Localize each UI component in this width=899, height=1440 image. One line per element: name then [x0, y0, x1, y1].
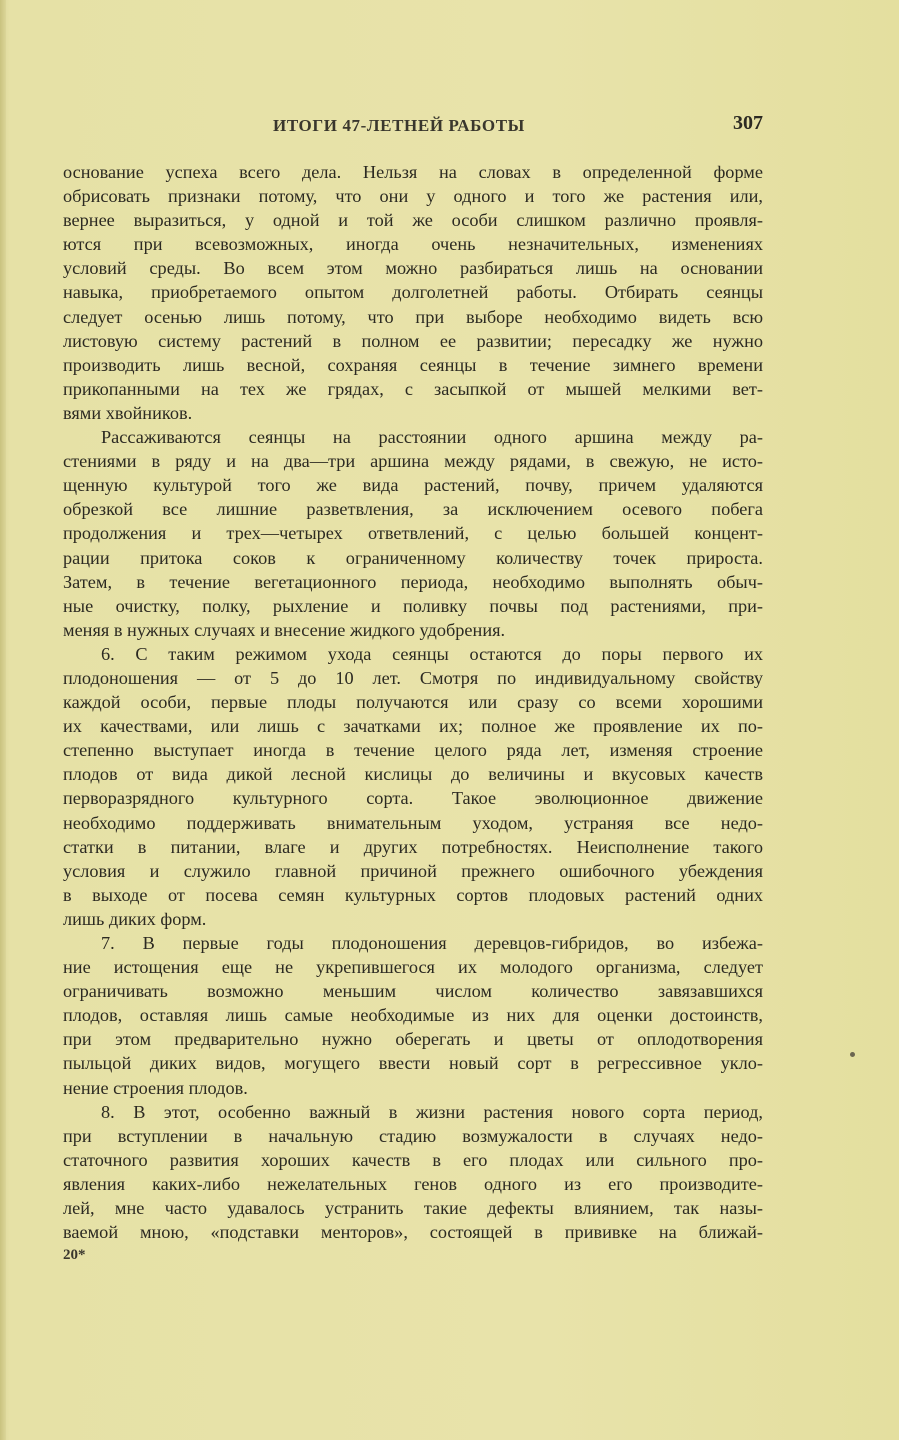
- text-line: их качествами, или лишь с зачатками их; полное же проявление их по-: [63, 716, 763, 737]
- text-line: вями хвойников.: [63, 402, 193, 423]
- text-line: условий среды. Во всем этом можно разбираться лишь на основании: [63, 258, 763, 279]
- text-line: перворазрядного культурного сорта. Такое эволюционное движение: [63, 788, 763, 809]
- text-line: Рассаживаются сеянцы на расстоянии одного аршина между ра-: [101, 427, 763, 448]
- text-line: условия и служило главной причиной прежнего ошибочного убеждения: [63, 860, 763, 881]
- running-title: ИТОГИ 47-ЛЕТНЕЙ РАБОТЫ: [273, 116, 525, 135]
- text-line: необходимо поддерживать внимательным уходом, устраняя все недо-: [63, 812, 763, 833]
- text-line: лишь диких форм.: [63, 908, 207, 929]
- text-line: меняя в нужных случаях и внесение жидкого удобрения.: [63, 619, 506, 640]
- text-line: прикопанными на тех же грядах, с засыпкой от мышей мелкими вет-: [63, 378, 763, 399]
- text-line: статочного развития хороших качеств в его плодах или сильного про-: [63, 1149, 763, 1170]
- text-line: Затем, в течение вегетационного периода, необходимо выполнять обыч-: [63, 571, 763, 592]
- text-line: рации притока соков к ограниченному количеству точек прироста.: [63, 547, 763, 568]
- text-line: стениями в ряду и на два—три аршина между рядами, в свежую, не исто-: [63, 451, 763, 472]
- text-line: следует осенью лишь потому, что при выборе необходимо видеть всю: [63, 306, 763, 327]
- text-line: обрисовать признаки потому, что они у одного и того же растения или,: [63, 186, 763, 207]
- text-line: степенно выступает иногда в течение целого ряда лет, изменяя строение: [63, 740, 763, 761]
- text-line: при вступлении в начальную стадию возмужалости в случаях недо-: [63, 1125, 763, 1146]
- signature-mark: 20*: [63, 1247, 86, 1263]
- body-text: [63, 160, 763, 1244]
- text-line: щенную культурой того же вида растений, почву, причем удаляются: [63, 475, 763, 496]
- text-line: ограничивать возможно меньшим числом количество завязавшихся: [63, 981, 763, 1002]
- text-line: 8. В этот, особенно важный в жизни растения нового сорта период,: [101, 1101, 763, 1122]
- text-line: нение строения плодов.: [63, 1077, 248, 1098]
- text-line: статки в питании, влаге и других потребностях. Неисполнение такого: [63, 836, 763, 857]
- text-line: при этом предварительно нужно оберегать и цветы от оплодотворения: [63, 1029, 763, 1050]
- text-line: каждой особи, первые плоды получаются или сразу со всеми хорошими: [63, 692, 763, 713]
- text-line: ние истощения еще не укрепившегося их молодого организма, следует: [63, 957, 763, 978]
- text-line: явления каких-либо нежелательных генов одного из его производите-: [63, 1173, 763, 1194]
- text-line: пыльцой диких видов, могущего ввести новый сорт в регрессивное укло-: [63, 1053, 763, 1074]
- page-edge: [0, 0, 6, 1440]
- page-number: 307: [733, 112, 763, 134]
- text-line: ные очистку, полку, рыхление и поливку почвы под растениями, при-: [63, 595, 763, 616]
- text-line: производить лишь весной, сохраняя сеянцы в течение зимнего времени: [63, 354, 763, 375]
- text-line: 6. С таким режимом ухода сеянцы остаются до поры первого их: [101, 643, 763, 664]
- print-speck: [850, 1052, 855, 1057]
- text-line: плодов от вида дикой лесной кислицы до величины и вкусовых качеств: [63, 764, 763, 785]
- page-header: [63, 112, 763, 142]
- text-line: основание успеха всего дела. Нельзя на словах в определенной форме: [63, 162, 763, 182]
- text-line: продолжения и трех—четырех ответвлений, с целью большей концент-: [63, 523, 763, 544]
- text-line: ются при всевозможных, иногда очень незначительных, изменениях: [63, 234, 763, 255]
- text-line: лей, мне часто удавалось устранить такие дефекты влиянием, так назы-: [63, 1198, 763, 1219]
- text-line: навыка, приобретаемого опытом долголетней работы. Отбирать сеянцы: [63, 282, 763, 303]
- text-line: в выходе от посева семян культурных сортов плодовых растений одних: [63, 884, 763, 905]
- text-line: 7. В первые годы плодоношения деревцов-гибридов, во избежа-: [101, 933, 763, 953]
- text-line: плодов, оставляя лишь самые необходимые из них для оценки достоинств,: [63, 1005, 763, 1026]
- text-line: обрезкой все лишние разветвления, за исключением осевого побега: [63, 499, 763, 520]
- text-line: листовую систему растений в полном ее развитии; пересадку же нужно: [63, 330, 763, 351]
- text-line: вернее выразиться, у одной и той же особи слишком различно проявля-: [63, 210, 763, 231]
- text-line: плодоношения — от 5 до 10 лет. Смотря по индивидуальному свойству: [63, 667, 763, 688]
- text-line: ваемой мною, «подставки менторов», состоящей в прививке на ближай-: [63, 1222, 763, 1243]
